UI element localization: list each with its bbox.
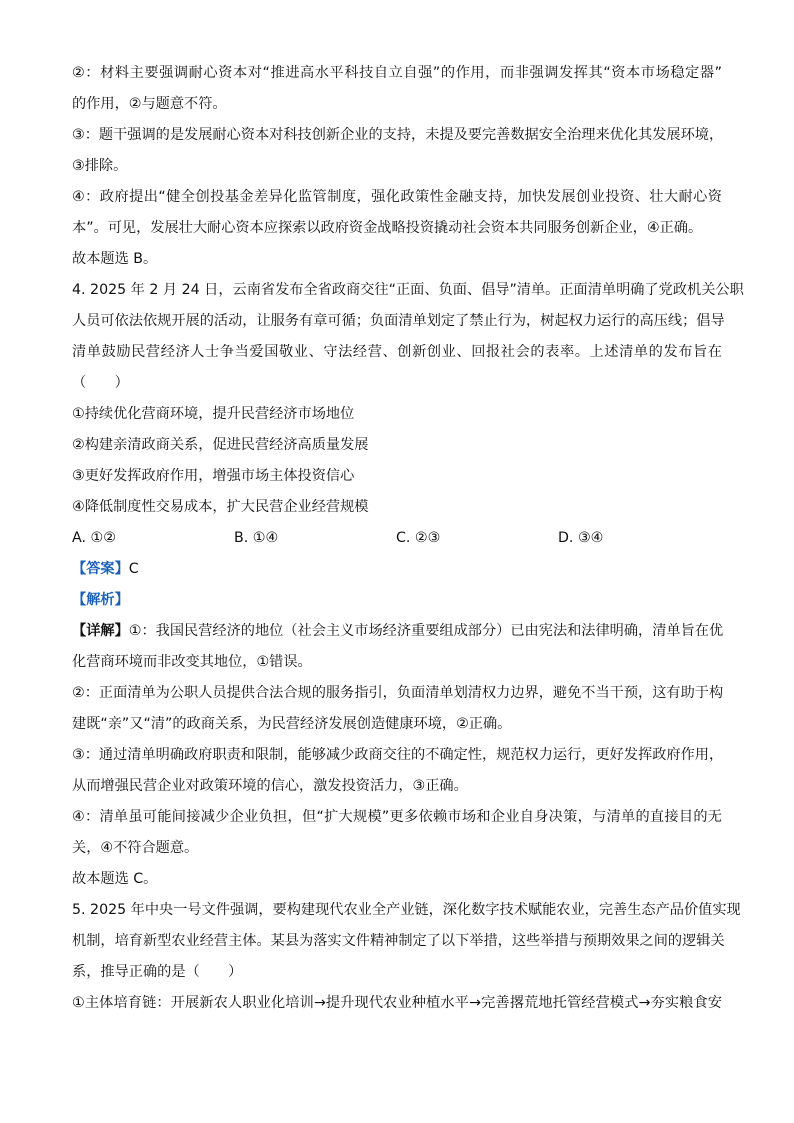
q3-item4-line1: ④：政府提出“健全创投基金差异化监管制度，强化政策性金融支持，加快发展创业投资、壮大耐心资 — [72, 189, 722, 205]
q4-item3-line1: ③：通过清单明确政府职责和限制，能够减少政商交往的不确定性，规范权力运行，更好发挥政府作用， — [72, 747, 724, 763]
q4-stem-line2: 人员可依法依规开展的活动，让服务有章可循；负面清单划定了禁止行为，树起权力运行的高压线；倡导 — [72, 313, 725, 329]
q3-analysis-section — [72, 63, 722, 269]
q4-statement-4: ④降低制度性交易成本，扩大民营企业经营规模 — [72, 499, 369, 515]
q4-item4-line1: ④：清单虽可能间接减少企业负担，但“扩大规模”更多依赖市场和企业自身决策，与清单的直接目的无 — [72, 809, 722, 825]
q3-item4-line2: 本”。可见，发展壮大耐心资本应探索以政府资金战略投资撬动社会资本共同服务创新企业，④正确。 — [72, 220, 703, 236]
analysis-tag: 【解析】 — [72, 592, 129, 608]
question-5 — [72, 900, 741, 1013]
q4-analysis-heading — [72, 590, 722, 610]
q4-option-c: C. ②③ — [396, 530, 441, 546]
q5-stem-line3: 系，推导正确的是（ ） — [72, 964, 243, 980]
detail-text-1: ①：我国民营经济的地位（社会主义市场经济重要组成部分）已由宪法和法律明确，清单旨在优 — [128, 623, 724, 639]
q4-conclusion: 故本题选 C。 — [72, 871, 158, 887]
q4-statement-2: ②构建亲清政商关系，促进民营经济高质量发展 — [72, 437, 369, 453]
q4-detail-line2: 化营商环境而非改变其地位，①错误。 — [72, 654, 312, 670]
q5-statement-1: ①主体培育链：开展新农人职业化培训→提升现代农业种植水平→完善撂荒地托管经营模式→夯实粮食安 — [72, 995, 722, 1011]
answer-tag: 【答案】 — [72, 561, 129, 577]
q4-item2-line2: 建既“亲”又“清”的政商关系，为民营经济发展创造健康环境，②正确。 — [72, 716, 512, 732]
q4-stem-line1: 4. 2025 年 2 月 24 日，云南省发布全省政商交往“正面、负面、倡导”清单。正面清单明确了党政机关公职 — [72, 282, 744, 298]
q4-detail-line1 — [72, 621, 722, 641]
q4-item2-line1: ②：正面清单为公职人员提供合法合规的服务指引，负面清单划清权力边界，避免不当干预，这有助于构 — [72, 685, 724, 701]
q3-item2-line1: ②：材料主要强调耐心资本对“推进高水平科技自立自强”的作用，而非强调发挥其“资本市场稳定器” — [72, 65, 722, 81]
q3-item3-line2: ③排除。 — [72, 158, 128, 174]
document-page — [72, 63, 744, 1024]
answer-value: C — [128, 561, 139, 577]
question-4 — [72, 280, 744, 889]
q4-stem-line3: 清单鼓励民营经济人士争当爱国敬业、守法经营、创新创业、回报社会的表率。上述清单的发布旨在 — [72, 344, 722, 360]
q4-option-b: B. ①④ — [234, 530, 279, 546]
q3-conclusion: 故本题选 B。 — [72, 251, 158, 267]
detail-tag: 【详解】 — [72, 623, 129, 639]
q4-options — [72, 528, 722, 548]
q3-item3-line1: ③：题干强调的是发展耐心资本对科技创新企业的支持，未提及要完善数据安全治理来优化其发展环境， — [72, 127, 724, 143]
q5-stem-line1: 5. 2025 年中央一号文件强调，要构建现代农业全产业链，深化数字技术赋能农业，完善生态产品价值实现 — [72, 902, 741, 918]
q4-item3-line2: 从而增强民营企业对政策环境的信心，激发投资活力，③正确。 — [72, 778, 468, 794]
q4-statement-1: ①持续优化营商环境，提升民营经济市场地位 — [72, 406, 355, 422]
q4-answer — [72, 559, 722, 579]
q4-statement-3: ③更好发挥政府作用，增强市场主体投资信心 — [72, 468, 355, 484]
q3-item2-line2: 的作用，②与题意不符。 — [72, 96, 227, 112]
q4-item4-line2: 关，④不符合题意。 — [72, 840, 199, 856]
q4-option-a: A. ①② — [72, 530, 116, 546]
q4-option-d: D. ③④ — [558, 530, 604, 546]
q4-stem-line4: （ ） — [72, 375, 129, 391]
q5-stem-line2: 机制，培育新型农业经营主体。某县为落实文件精神制定了以下举措，这些举措与预期效果之间的逻辑关 — [72, 933, 725, 949]
